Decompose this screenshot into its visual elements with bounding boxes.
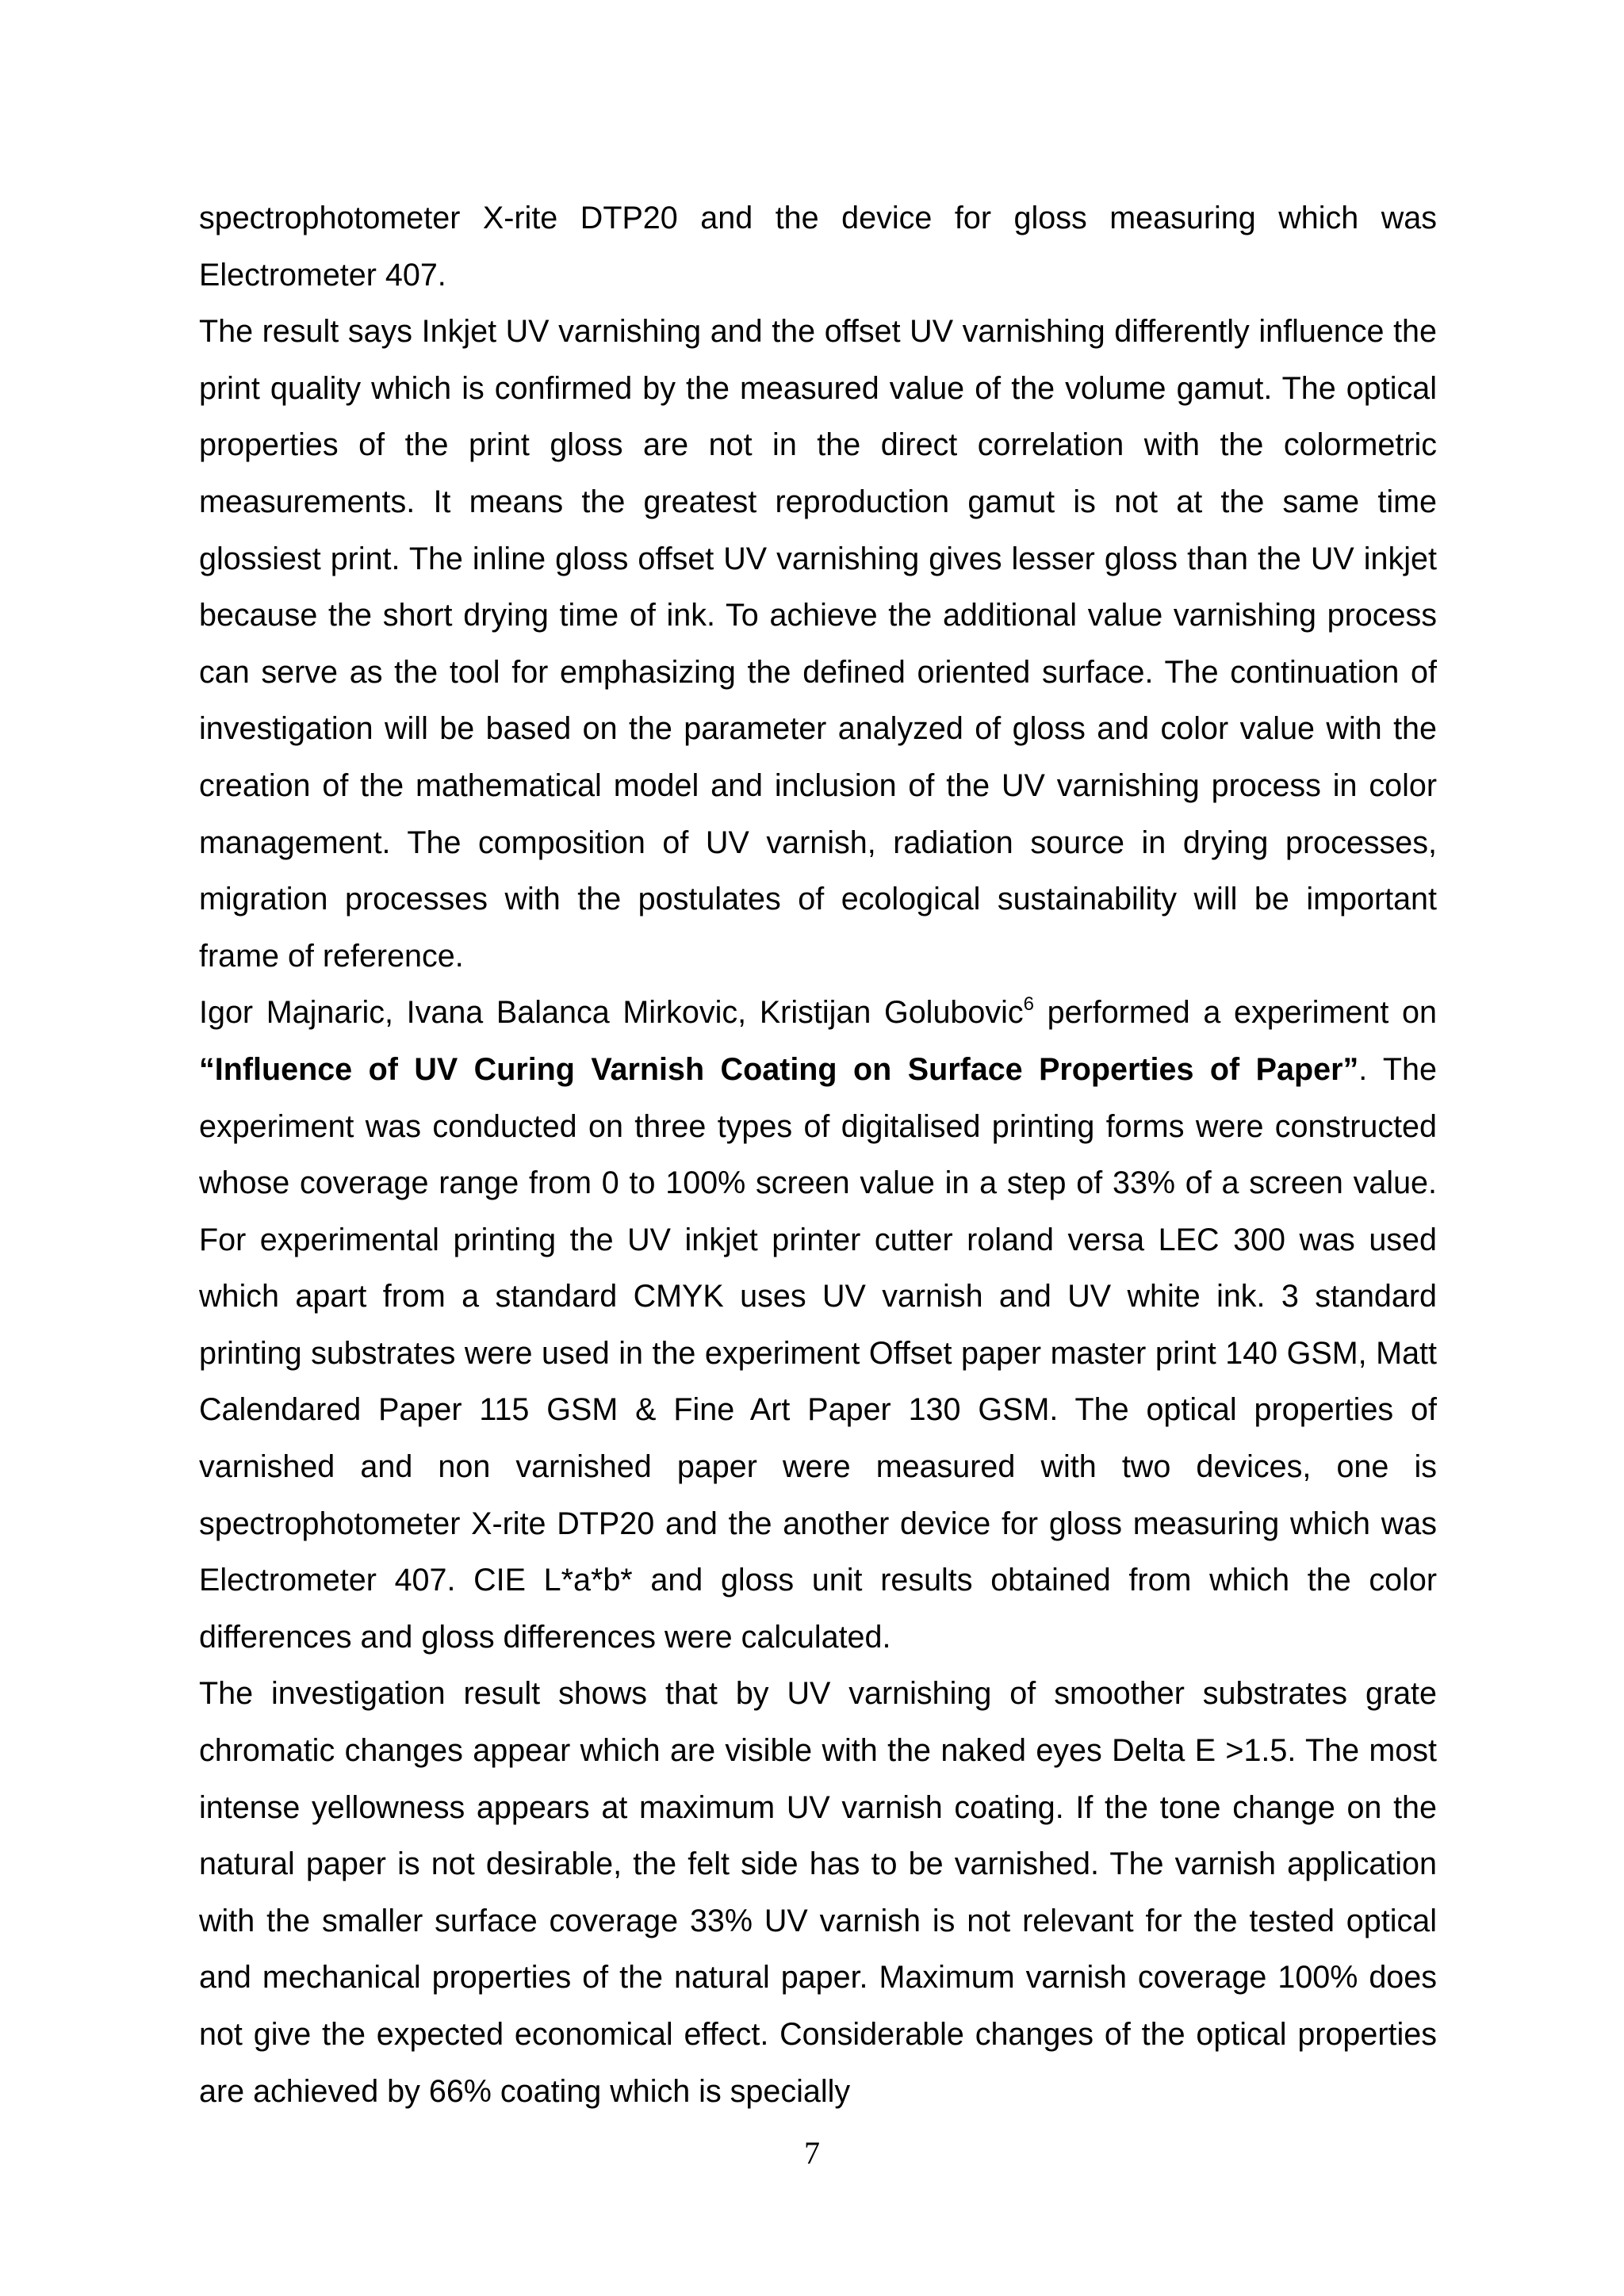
body-text <box>199 190 1437 2120</box>
footnote-reference: 6 <box>1023 993 1034 1016</box>
paragraph-3-intro: performed a experiment on <box>1033 995 1437 1031</box>
paragraph-2: The result says Inkjet UV varnishing and the offset UV varnishing differently influence the print quality which is confirmed by the measured value of the volume gamut. The optical properties of the print gloss are not in the direct correlation with the colormetric measurements. It means the greatest reproduction gamut is not at the same time glossiest print. The inline gloss offset UV varnishing gives lesser gloss than the UV inkjet because the short drying time of ink. To achieve the additional value varnishing process can serve as the tool for emphasizing the defined oriented surface. The continuation of investigation will be based on the parameter analyzed of gloss and color value with the creation of the mathematical model and inclusion of the UV varnishing process in color management. The composition of UV varnish, radiation source in drying processes, migration processes with the postulates of ecological sustainability will be important frame of reference. <box>199 314 1437 974</box>
paragraph-3-authors: Igor Majnaric, Ivana Balanca Mirkovic, Kristijan Golubovic <box>199 995 1024 1031</box>
paragraph-4: The investigation result shows that by UV varnishing of smoother substrates grate chromatic changes appear which are visible with the naked eyes Delta E >1.5. The most intense yellowness appears at maximum UV varnish coating. If the tone change on the natural paper is not desirable, the felt side has to be varnished. The varnish application with the smaller surface coverage 33% UV varnish is not relevant for the tested optical and mechanical properties of the natural paper. Maximum varnish coverage 100% does not give the expected economical effect. Considerable changes of the optical properties are achieved by 66% coating which is specially <box>199 1676 1437 2109</box>
study-title: “Influence of UV Curing Varnish Coating on Surface Properties of Paper” <box>199 1051 1359 1087</box>
page-number: 7 <box>804 2135 820 2171</box>
paragraph-1: spectrophotometer X-rite DTP20 and the device for gloss measuring which was Electrometer 407. <box>199 201 1437 293</box>
paragraph-3 <box>199 985 1437 1666</box>
paragraph-3-body: . The experiment was conducted on three types of digitalised printing forms were constructed whose coverage range from 0 to 100% screen value in a step of 33% of a screen value. For experimental printing the UV inkjet printer cutter roland versa LEC 300 was used which apart from a standard CMYK uses UV varnish and UV white ink. 3 standard printing substrates were used in the experiment Offset paper master print 140 GSM, Matt Calendared Paper 115 GSM & Fine Art Paper 130 GSM. The optical properties of varnished and non varnished paper were measured with two devices, one is spectrophotometer X-rite DTP20 and the another device for gloss measuring which was Electrometer 407. CIE L*a*b* and gloss unit results obtained from which the color differences and gloss differences were calculated. <box>199 1051 1437 1655</box>
